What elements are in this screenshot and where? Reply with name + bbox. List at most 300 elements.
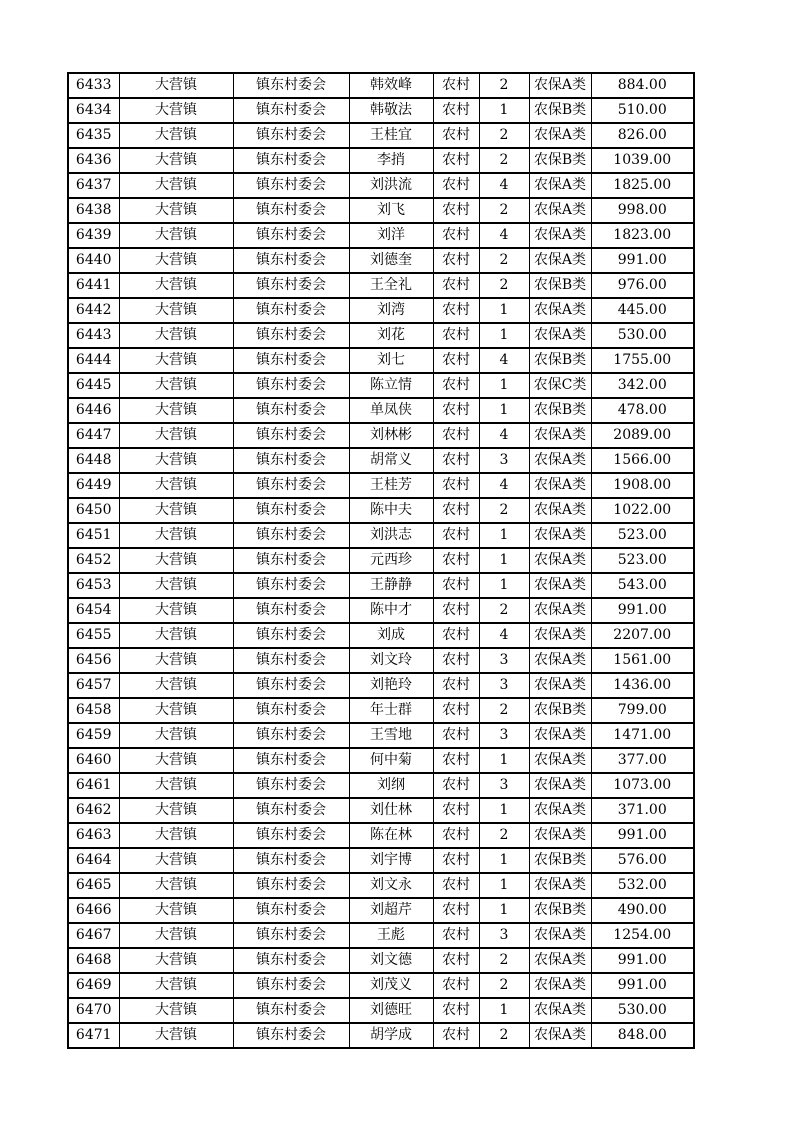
table-row	[68, 948, 694, 973]
cell-amount: 530.00	[591, 998, 694, 1023]
cell-count: 1	[479, 748, 529, 773]
cell-person-name: 陈中夫	[349, 498, 433, 523]
cell-serial-number: 6469	[68, 973, 119, 998]
cell-serial-number: 6466	[68, 898, 119, 923]
table-row	[68, 748, 694, 773]
cell-residence-type: 农村	[433, 448, 479, 473]
cell-count: 4	[479, 473, 529, 498]
cell-village-committee: 镇东村委会	[233, 673, 349, 698]
table-body	[68, 73, 694, 1048]
cell-village-committee: 镇东村委会	[233, 648, 349, 673]
cell-person-name: 李捎	[349, 148, 433, 173]
table-row	[68, 173, 694, 198]
cell-amount: 991.00	[591, 973, 694, 998]
cell-insurance-category: 农保A类	[529, 473, 591, 498]
table-row	[68, 573, 694, 598]
table-row	[68, 648, 694, 673]
cell-amount: 826.00	[591, 123, 694, 148]
cell-village-committee: 镇东村委会	[233, 698, 349, 723]
cell-count: 3	[479, 723, 529, 748]
cell-count: 2	[479, 948, 529, 973]
cell-town: 大营镇	[119, 998, 233, 1023]
table-row	[68, 973, 694, 998]
cell-count: 4	[479, 423, 529, 448]
table-row	[68, 848, 694, 873]
cell-town: 大营镇	[119, 873, 233, 898]
table-row	[68, 673, 694, 698]
table-row	[68, 523, 694, 548]
cell-serial-number: 6471	[68, 1023, 119, 1048]
cell-village-committee: 镇东村委会	[233, 98, 349, 123]
cell-count: 1	[479, 548, 529, 573]
cell-residence-type: 农村	[433, 723, 479, 748]
cell-serial-number: 6443	[68, 323, 119, 348]
cell-town: 大营镇	[119, 748, 233, 773]
cell-person-name: 刘文永	[349, 873, 433, 898]
cell-amount: 991.00	[591, 948, 694, 973]
cell-town: 大营镇	[119, 823, 233, 848]
cell-count: 1	[479, 98, 529, 123]
cell-insurance-category: 农保A类	[529, 773, 591, 798]
cell-serial-number: 6454	[68, 598, 119, 623]
cell-amount: 2207.00	[591, 623, 694, 648]
cell-residence-type: 农村	[433, 73, 479, 98]
cell-town: 大营镇	[119, 373, 233, 398]
cell-village-committee: 镇东村委会	[233, 948, 349, 973]
table-row	[68, 798, 694, 823]
cell-person-name: 刘湾	[349, 298, 433, 323]
cell-insurance-category: 农保B类	[529, 98, 591, 123]
table-row	[68, 373, 694, 398]
cell-town: 大营镇	[119, 448, 233, 473]
cell-town: 大营镇	[119, 323, 233, 348]
cell-amount: 1566.00	[591, 448, 694, 473]
cell-person-name: 王雪地	[349, 723, 433, 748]
cell-insurance-category: 农保B类	[529, 398, 591, 423]
cell-town: 大营镇	[119, 723, 233, 748]
cell-residence-type: 农村	[433, 748, 479, 773]
cell-count: 1	[479, 848, 529, 873]
cell-village-committee: 镇东村委会	[233, 173, 349, 198]
table-row	[68, 698, 694, 723]
cell-person-name: 陈立情	[349, 373, 433, 398]
cell-village-committee: 镇东村委会	[233, 573, 349, 598]
cell-count: 4	[479, 223, 529, 248]
cell-serial-number: 6458	[68, 698, 119, 723]
cell-village-committee: 镇东村委会	[233, 523, 349, 548]
cell-village-committee: 镇东村委会	[233, 423, 349, 448]
cell-count: 2	[479, 498, 529, 523]
cell-town: 大营镇	[119, 1023, 233, 1048]
cell-serial-number: 6468	[68, 948, 119, 973]
cell-amount: 478.00	[591, 398, 694, 423]
cell-insurance-category: 农保A类	[529, 923, 591, 948]
cell-serial-number: 6460	[68, 748, 119, 773]
cell-serial-number: 6451	[68, 523, 119, 548]
table-row	[68, 98, 694, 123]
cell-serial-number: 6436	[68, 148, 119, 173]
cell-insurance-category: 农保A类	[529, 973, 591, 998]
cell-insurance-category: 农保A类	[529, 1023, 591, 1048]
cell-town: 大营镇	[119, 798, 233, 823]
cell-insurance-category: 农保A类	[529, 498, 591, 523]
cell-village-committee: 镇东村委会	[233, 748, 349, 773]
cell-residence-type: 农村	[433, 648, 479, 673]
cell-count: 3	[479, 923, 529, 948]
cell-residence-type: 农村	[433, 148, 479, 173]
cell-insurance-category: 农保A类	[529, 598, 591, 623]
cell-town: 大营镇	[119, 423, 233, 448]
cell-serial-number: 6441	[68, 273, 119, 298]
table-row	[68, 1023, 694, 1048]
cell-village-committee: 镇东村委会	[233, 348, 349, 373]
cell-person-name: 单凤侠	[349, 398, 433, 423]
cell-residence-type: 农村	[433, 973, 479, 998]
cell-town: 大营镇	[119, 123, 233, 148]
cell-person-name: 刘超芹	[349, 898, 433, 923]
cell-insurance-category: 农保A类	[529, 73, 591, 98]
cell-insurance-category: 农保A类	[529, 123, 591, 148]
cell-town: 大营镇	[119, 773, 233, 798]
cell-village-committee: 镇东村委会	[233, 448, 349, 473]
cell-village-committee: 镇东村委会	[233, 973, 349, 998]
cell-village-committee: 镇东村委会	[233, 273, 349, 298]
cell-village-committee: 镇东村委会	[233, 773, 349, 798]
cell-count: 2	[479, 698, 529, 723]
cell-count: 3	[479, 773, 529, 798]
cell-amount: 991.00	[591, 823, 694, 848]
cell-amount: 991.00	[591, 248, 694, 273]
cell-count: 1	[479, 798, 529, 823]
cell-town: 大营镇	[119, 698, 233, 723]
table-row	[68, 773, 694, 798]
cell-amount: 523.00	[591, 523, 694, 548]
cell-village-committee: 镇东村委会	[233, 248, 349, 273]
cell-person-name: 刘花	[349, 323, 433, 348]
cell-town: 大营镇	[119, 898, 233, 923]
cell-residence-type: 农村	[433, 798, 479, 823]
cell-insurance-category: 农保A类	[529, 448, 591, 473]
cell-count: 1	[479, 873, 529, 898]
cell-count: 2	[479, 248, 529, 273]
cell-residence-type: 农村	[433, 423, 479, 448]
table-row	[68, 473, 694, 498]
cell-serial-number: 6452	[68, 548, 119, 573]
table-row	[68, 448, 694, 473]
cell-village-committee: 镇东村委会	[233, 823, 349, 848]
cell-village-committee: 镇东村委会	[233, 623, 349, 648]
table-row	[68, 598, 694, 623]
cell-person-name: 王彪	[349, 923, 433, 948]
cell-town: 大营镇	[119, 848, 233, 873]
cell-amount: 377.00	[591, 748, 694, 773]
cell-serial-number: 6447	[68, 423, 119, 448]
cell-amount: 532.00	[591, 873, 694, 898]
cell-insurance-category: 农保B类	[529, 348, 591, 373]
cell-village-committee: 镇东村委会	[233, 1023, 349, 1048]
cell-insurance-category: 农保A类	[529, 173, 591, 198]
cell-insurance-category: 农保B类	[529, 148, 591, 173]
cell-insurance-category: 农保A类	[529, 423, 591, 448]
cell-town: 大营镇	[119, 498, 233, 523]
cell-town: 大营镇	[119, 73, 233, 98]
cell-residence-type: 农村	[433, 1023, 479, 1048]
cell-person-name: 韩效峰	[349, 73, 433, 98]
cell-serial-number: 6435	[68, 123, 119, 148]
cell-amount: 1823.00	[591, 223, 694, 248]
cell-village-committee: 镇东村委会	[233, 548, 349, 573]
cell-residence-type: 农村	[433, 848, 479, 873]
cell-count: 2	[479, 198, 529, 223]
cell-amount: 2089.00	[591, 423, 694, 448]
cell-amount: 976.00	[591, 273, 694, 298]
cell-serial-number: 6446	[68, 398, 119, 423]
cell-person-name: 年士群	[349, 698, 433, 723]
cell-serial-number: 6433	[68, 73, 119, 98]
cell-person-name: 刘茂义	[349, 973, 433, 998]
cell-town: 大营镇	[119, 273, 233, 298]
cell-person-name: 韩敬法	[349, 98, 433, 123]
cell-serial-number: 6449	[68, 473, 119, 498]
cell-amount: 998.00	[591, 198, 694, 223]
cell-residence-type: 农村	[433, 873, 479, 898]
cell-count: 1	[479, 523, 529, 548]
cell-residence-type: 农村	[433, 823, 479, 848]
table-row	[68, 198, 694, 223]
table-row	[68, 223, 694, 248]
cell-town: 大营镇	[119, 573, 233, 598]
cell-serial-number: 6461	[68, 773, 119, 798]
table-row	[68, 398, 694, 423]
cell-town: 大营镇	[119, 973, 233, 998]
cell-residence-type: 农村	[433, 223, 479, 248]
cell-serial-number: 6456	[68, 648, 119, 673]
cell-insurance-category: 农保A类	[529, 573, 591, 598]
cell-residence-type: 农村	[433, 498, 479, 523]
cell-village-committee: 镇东村委会	[233, 848, 349, 873]
cell-amount: 1755.00	[591, 348, 694, 373]
cell-count: 3	[479, 673, 529, 698]
cell-amount: 576.00	[591, 848, 694, 873]
cell-town: 大营镇	[119, 248, 233, 273]
cell-village-committee: 镇东村委会	[233, 398, 349, 423]
cell-insurance-category: 农保A类	[529, 798, 591, 823]
cell-amount: 445.00	[591, 298, 694, 323]
cell-town: 大营镇	[119, 198, 233, 223]
table-row	[68, 73, 694, 98]
cell-village-committee: 镇东村委会	[233, 998, 349, 1023]
cell-insurance-category: 农保B类	[529, 848, 591, 873]
cell-insurance-category: 农保A类	[529, 248, 591, 273]
cell-serial-number: 6465	[68, 873, 119, 898]
cell-town: 大营镇	[119, 923, 233, 948]
table-row	[68, 548, 694, 573]
cell-person-name: 陈在林	[349, 823, 433, 848]
cell-residence-type: 农村	[433, 773, 479, 798]
cell-person-name: 元西珍	[349, 548, 433, 573]
cell-amount: 1436.00	[591, 673, 694, 698]
cell-residence-type: 农村	[433, 298, 479, 323]
cell-residence-type: 农村	[433, 98, 479, 123]
cell-serial-number: 6440	[68, 248, 119, 273]
cell-person-name: 刘艳玲	[349, 673, 433, 698]
cell-person-name: 刘文德	[349, 948, 433, 973]
cell-person-name: 刘仕林	[349, 798, 433, 823]
cell-amount: 530.00	[591, 323, 694, 348]
cell-residence-type: 农村	[433, 373, 479, 398]
cell-town: 大营镇	[119, 98, 233, 123]
cell-village-committee: 镇东村委会	[233, 148, 349, 173]
table-row	[68, 248, 694, 273]
cell-count: 2	[479, 823, 529, 848]
cell-village-committee: 镇东村委会	[233, 798, 349, 823]
cell-person-name: 刘林彬	[349, 423, 433, 448]
cell-town: 大营镇	[119, 223, 233, 248]
cell-town: 大营镇	[119, 623, 233, 648]
cell-amount: 1039.00	[591, 148, 694, 173]
cell-residence-type: 农村	[433, 673, 479, 698]
cell-serial-number: 6444	[68, 348, 119, 373]
table-row	[68, 298, 694, 323]
cell-town: 大营镇	[119, 673, 233, 698]
cell-town: 大营镇	[119, 648, 233, 673]
table-row	[68, 423, 694, 448]
cell-serial-number: 6467	[68, 923, 119, 948]
cell-amount: 991.00	[591, 598, 694, 623]
table-row	[68, 873, 694, 898]
cell-person-name: 刘七	[349, 348, 433, 373]
cell-residence-type: 农村	[433, 123, 479, 148]
cell-village-committee: 镇东村委会	[233, 498, 349, 523]
cell-insurance-category: 农保A类	[529, 523, 591, 548]
cell-amount: 1825.00	[591, 173, 694, 198]
cell-amount: 342.00	[591, 373, 694, 398]
cell-count: 1	[479, 398, 529, 423]
cell-count: 2	[479, 123, 529, 148]
table-row	[68, 723, 694, 748]
cell-insurance-category: 农保A类	[529, 323, 591, 348]
cell-person-name: 王桂芳	[349, 473, 433, 498]
cell-count: 2	[479, 598, 529, 623]
cell-serial-number: 6453	[68, 573, 119, 598]
cell-amount: 1022.00	[591, 498, 694, 523]
cell-serial-number: 6455	[68, 623, 119, 648]
cell-village-committee: 镇东村委会	[233, 373, 349, 398]
cell-amount: 543.00	[591, 573, 694, 598]
cell-residence-type: 农村	[433, 348, 479, 373]
cell-town: 大营镇	[119, 548, 233, 573]
table-row	[68, 998, 694, 1023]
cell-insurance-category: 农保A类	[529, 823, 591, 848]
cell-village-committee: 镇东村委会	[233, 473, 349, 498]
cell-town: 大营镇	[119, 598, 233, 623]
table-row	[68, 123, 694, 148]
cell-serial-number: 6470	[68, 998, 119, 1023]
cell-residence-type: 农村	[433, 948, 479, 973]
cell-serial-number: 6448	[68, 448, 119, 473]
cell-insurance-category: 农保A类	[529, 198, 591, 223]
cell-insurance-category: 农保A类	[529, 998, 591, 1023]
cell-village-committee: 镇东村委会	[233, 298, 349, 323]
cell-count: 4	[479, 348, 529, 373]
cell-amount: 799.00	[591, 698, 694, 723]
cell-person-name: 王桂宜	[349, 123, 433, 148]
cell-village-committee: 镇东村委会	[233, 73, 349, 98]
cell-person-name: 刘宇博	[349, 848, 433, 873]
cell-count: 2	[479, 1023, 529, 1048]
cell-residence-type: 农村	[433, 623, 479, 648]
cell-town: 大营镇	[119, 523, 233, 548]
benefits-register-table	[67, 72, 695, 1049]
cell-serial-number: 6459	[68, 723, 119, 748]
cell-count: 2	[479, 73, 529, 98]
cell-residence-type: 农村	[433, 898, 479, 923]
cell-insurance-category: 农保A类	[529, 673, 591, 698]
cell-town: 大营镇	[119, 298, 233, 323]
cell-serial-number: 6437	[68, 173, 119, 198]
cell-count: 4	[479, 623, 529, 648]
cell-serial-number: 6442	[68, 298, 119, 323]
cell-insurance-category: 农保A类	[529, 648, 591, 673]
cell-person-name: 刘文玲	[349, 648, 433, 673]
cell-person-name: 何中菊	[349, 748, 433, 773]
cell-residence-type: 农村	[433, 273, 479, 298]
cell-village-committee: 镇东村委会	[233, 723, 349, 748]
cell-village-committee: 镇东村委会	[233, 223, 349, 248]
cell-amount: 510.00	[591, 98, 694, 123]
cell-residence-type: 农村	[433, 398, 479, 423]
cell-residence-type: 农村	[433, 698, 479, 723]
cell-count: 1	[479, 373, 529, 398]
cell-insurance-category: 农保A类	[529, 623, 591, 648]
cell-insurance-category: 农保A类	[529, 948, 591, 973]
cell-town: 大营镇	[119, 348, 233, 373]
cell-residence-type: 农村	[433, 473, 479, 498]
cell-insurance-category: 农保A类	[529, 873, 591, 898]
cell-village-committee: 镇东村委会	[233, 123, 349, 148]
table-row	[68, 898, 694, 923]
cell-person-name: 胡常义	[349, 448, 433, 473]
cell-count: 3	[479, 648, 529, 673]
cell-insurance-category: 农保A类	[529, 548, 591, 573]
cell-residence-type: 农村	[433, 998, 479, 1023]
cell-residence-type: 农村	[433, 248, 479, 273]
cell-serial-number: 6462	[68, 798, 119, 823]
cell-serial-number: 6464	[68, 848, 119, 873]
cell-count: 1	[479, 573, 529, 598]
cell-count: 1	[479, 898, 529, 923]
cell-serial-number: 6463	[68, 823, 119, 848]
cell-serial-number: 6434	[68, 98, 119, 123]
cell-person-name: 刘成	[349, 623, 433, 648]
cell-amount: 1073.00	[591, 773, 694, 798]
cell-residence-type: 农村	[433, 173, 479, 198]
cell-amount: 1471.00	[591, 723, 694, 748]
cell-residence-type: 农村	[433, 198, 479, 223]
cell-residence-type: 农村	[433, 573, 479, 598]
cell-amount: 490.00	[591, 898, 694, 923]
table-row	[68, 273, 694, 298]
cell-insurance-category: 农保B类	[529, 273, 591, 298]
cell-amount: 371.00	[591, 798, 694, 823]
cell-count: 3	[479, 448, 529, 473]
cell-person-name: 刘德旺	[349, 998, 433, 1023]
cell-person-name: 王静静	[349, 573, 433, 598]
cell-serial-number: 6445	[68, 373, 119, 398]
cell-serial-number: 6439	[68, 223, 119, 248]
cell-village-committee: 镇东村委会	[233, 323, 349, 348]
table-row	[68, 623, 694, 648]
